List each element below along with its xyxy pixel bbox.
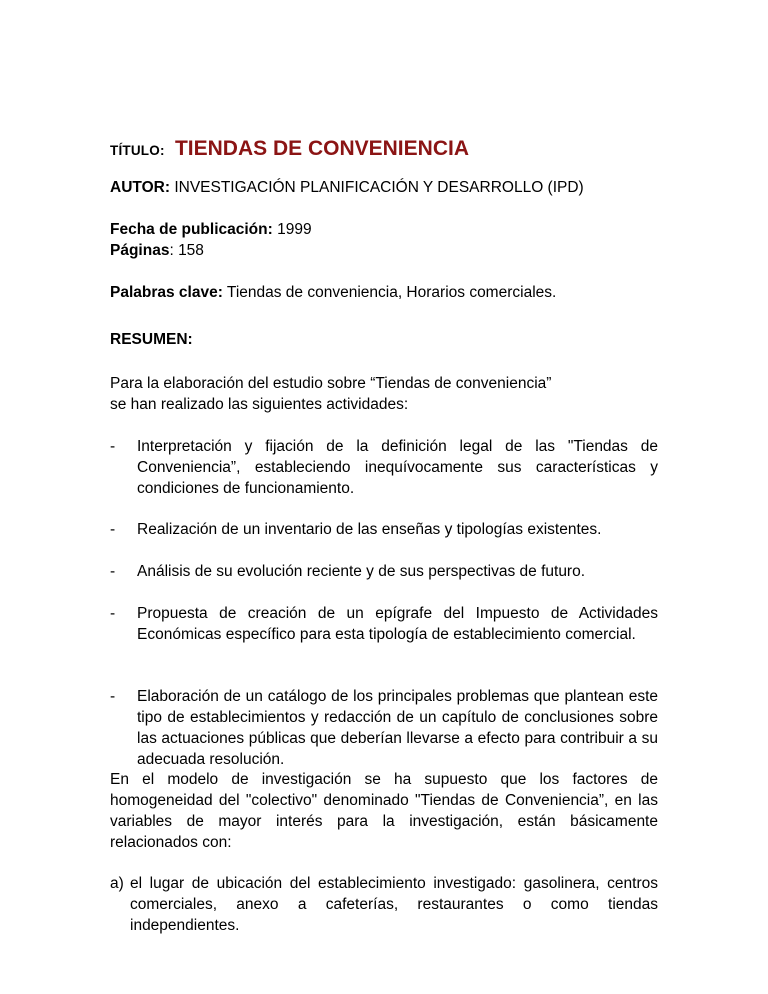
keywords-label: Palabras clave:: [110, 284, 223, 301]
author-line: [110, 177, 658, 198]
keywords-line: [110, 282, 658, 303]
date-value: 1999: [277, 221, 312, 238]
list-item: [110, 519, 658, 540]
title-label: TÍTULO:: [110, 143, 165, 158]
summary-intro: Para la elaboración del estudio sobre “Tiendas de conveniencia” se han realizado las siguientes actividades:: [110, 375, 552, 413]
list-item-text: Elaboración de un catálogo de los principales problemas que plantean este tipo de establecimientos y redacción de un capítulo de conclusiones sobre las actuaciones públicas que deberían llevarse a efecto para contribuir a su adecuada resolución.: [137, 688, 658, 768]
date-label: Fecha de publicación:: [110, 221, 273, 238]
document-title: TIENDAS DE CONVENIENCIA: [174, 137, 469, 160]
list-item-text: Análisis de su evolución reciente y de sus perspectivas de futuro.: [137, 563, 586, 580]
list-item: [110, 561, 658, 582]
list-dash: -: [110, 521, 116, 538]
list-dash: -: [110, 688, 116, 705]
pages-label: Páginas: [110, 242, 170, 259]
factor-text: el lugar de ubicación del establecimiento investigado: gasolinera, centros comerciales, anexo a cafeterías, restaurantes o como tiendas independientes.: [130, 875, 658, 934]
title-row: [110, 138, 469, 161]
list-item: [110, 436, 658, 499]
pages-line: [110, 240, 658, 261]
keywords-value: Tiendas de conveniencia, Horarios comerciales.: [226, 284, 557, 301]
list-item: [110, 603, 658, 645]
factor-item: [110, 873, 658, 936]
pages-value: : 158: [169, 242, 204, 259]
list-dash: -: [110, 605, 116, 622]
list-dash: -: [110, 563, 116, 580]
list-item: [110, 686, 658, 770]
author-value: INVESTIGACIÓN PLANIFICACIÓN Y DESARROLLO (IPD): [174, 179, 584, 196]
list-item-text: Realización de un inventario de las enseñas y tipologías existentes.: [137, 521, 602, 538]
list-item-text: Interpretación y fijación de la definición legal de las "Tiendas de Conveniencia”, estableciendo inequívocamente sus características y condiciones de funcionamiento.: [137, 438, 658, 497]
list-item-text: Propuesta de creación de un epígrafe del Impuesto de Actividades Económicas específico para esta tipología de establecimiento comercial.: [137, 605, 658, 643]
summary-heading: RESUMEN:: [110, 331, 193, 348]
date-line: [110, 219, 658, 240]
factor-marker: a): [110, 875, 124, 892]
author-label: AUTOR:: [110, 179, 170, 196]
list-dash: -: [110, 438, 116, 455]
model-paragraph: En el modelo de investigación se ha supuesto que los factores de homogeneidad del "colectivo" denominado "Tiendas de Conveniencia”, en las variables de mayor interés para la investigación, están básicamente relacionados con:: [110, 771, 658, 851]
